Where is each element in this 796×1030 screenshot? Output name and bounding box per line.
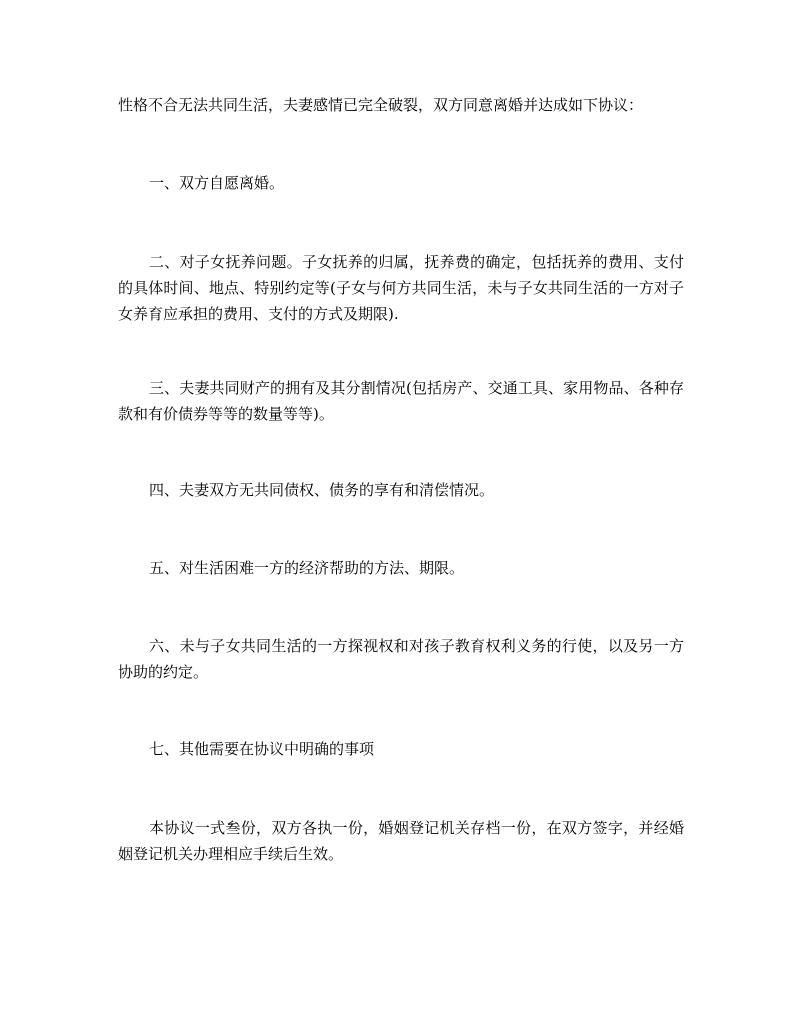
- closing-paragraph: 本协议一式叁份，双方各执一份，婚姻登记机关存档一份，在双方签字，并经婚姻登记机关办理相应手续后生效。: [118, 819, 684, 863]
- clause-7-paragraph: 七、其他需要在协议中明确的事项: [149, 740, 375, 758]
- clause-5-paragraph: 五、对生活困难一方的经济帮助的方法、期限。: [149, 559, 465, 577]
- clause-6-paragraph: 六、未与子女共同生活的一方探视权和对孩子教育权利义务的行使，以及另一方协助的约定。: [118, 637, 684, 681]
- clause-2-paragraph: 二、对子女抚养问题。子女抚养的归属，抚养费的确定，包括抚养的费用、支付的具体时间、地点、特别约定等(子女与何方共同生活，未与子女共同生活的一方对子女养育应承担的费用、支付的方式及期限).: [118, 253, 684, 323]
- intro-paragraph: 性格不合无法共同生活，夫妻感情已完全破裂，双方同意离婚并达成如下协议：: [118, 96, 644, 114]
- clause-4-paragraph: 四、夫妻双方无共同债权、债务的享有和清偿情况。: [149, 481, 495, 499]
- clause-3-paragraph: 三、夫妻共同财产的拥有及其分割情况(包括房产、交通工具、家用物品、各种存款和有价债券等等的数量等等)。: [118, 379, 684, 423]
- clause-1-paragraph: 一、双方自愿离婚。: [149, 174, 285, 192]
